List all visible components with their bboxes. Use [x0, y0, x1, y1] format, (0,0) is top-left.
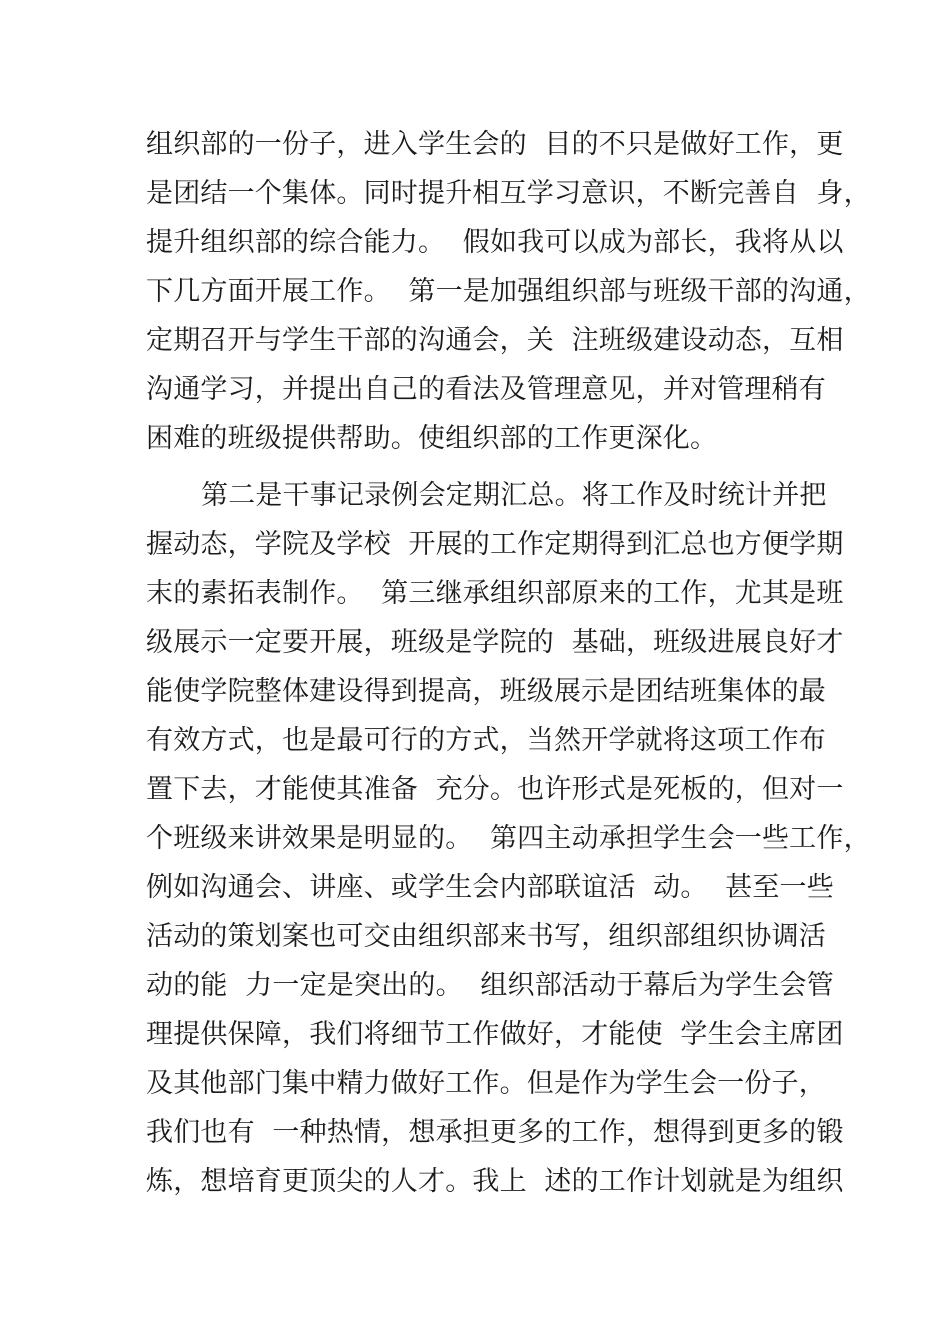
text-line: 炼，想培育更顶尖的人才。我上 述的工作计划就是为组织	[146, 1166, 844, 1197]
text-line: 握动态，学院及学校 开展的工作定期得到汇总也方便学期	[146, 529, 844, 560]
text-line: 级展示一定要开展，班级是学院的 基础，班级进展良好才	[146, 627, 844, 658]
text-line: 有效方式，也是最可行的方式，当然开学就将这项工作布	[146, 725, 826, 756]
text-line: 例如沟通会、讲座、或学生会内部联谊活 动。 甚至一些	[146, 872, 834, 903]
text-line: 及其他部门集中精力做好工作。但是作为学生会一份子，	[146, 1068, 826, 1099]
text-line: 沟通学习，并提出自己的看法及管理意见，并对管理稍有	[146, 374, 826, 405]
text-line: 定期召开与学生干部的沟通会，关 注班级建设动态，互相	[146, 325, 844, 356]
text-line: 动的能 力一定是突出的。 组织部活动于幕后为学生会管	[146, 970, 834, 1001]
text-line: 末的素拓表制作。 第三继承组织部原来的工作，尤其是班	[146, 578, 844, 609]
text-line: 我们也有 一种热情，想承担更多的工作，想得到更多的锻	[146, 1117, 844, 1148]
text-line: 提升组织部的综合能力。 假如我可以成为部长，我将从以	[146, 227, 844, 258]
text-line: 能使学院整体建设得到提高，班级展示是团结班集体的最	[146, 676, 826, 707]
text-line: 困难的班级提供帮助。使组织部的工作更深化。	[146, 423, 718, 454]
text-line: 活动的策划案也可交由组织部来书写，组织部组织协调活	[146, 921, 826, 952]
text-line: 是团结一个集体。同时提升相互学习意识，不断完善自 身，	[146, 178, 871, 209]
text-line: 理提供保障，我们将细节工作做好，才能使 学生会主席团	[146, 1019, 844, 1050]
text-line: 个班级来讲效果是明显的。 第四主动承担学生会一些工作，	[146, 823, 871, 854]
text-line: 组织部的一份子，进入学生会的 目的不只是做好工作，更	[146, 129, 844, 160]
text-line: 下几方面开展工作。 第一是加强组织部与班级干部的沟通，	[146, 276, 871, 307]
paragraph-first-line: 第二是干事记录例会定期汇总。将工作及时统计并把	[201, 480, 827, 511]
text-line: 置下去，才能使其准备 充分。也许形式是死板的，但对一	[146, 774, 844, 805]
